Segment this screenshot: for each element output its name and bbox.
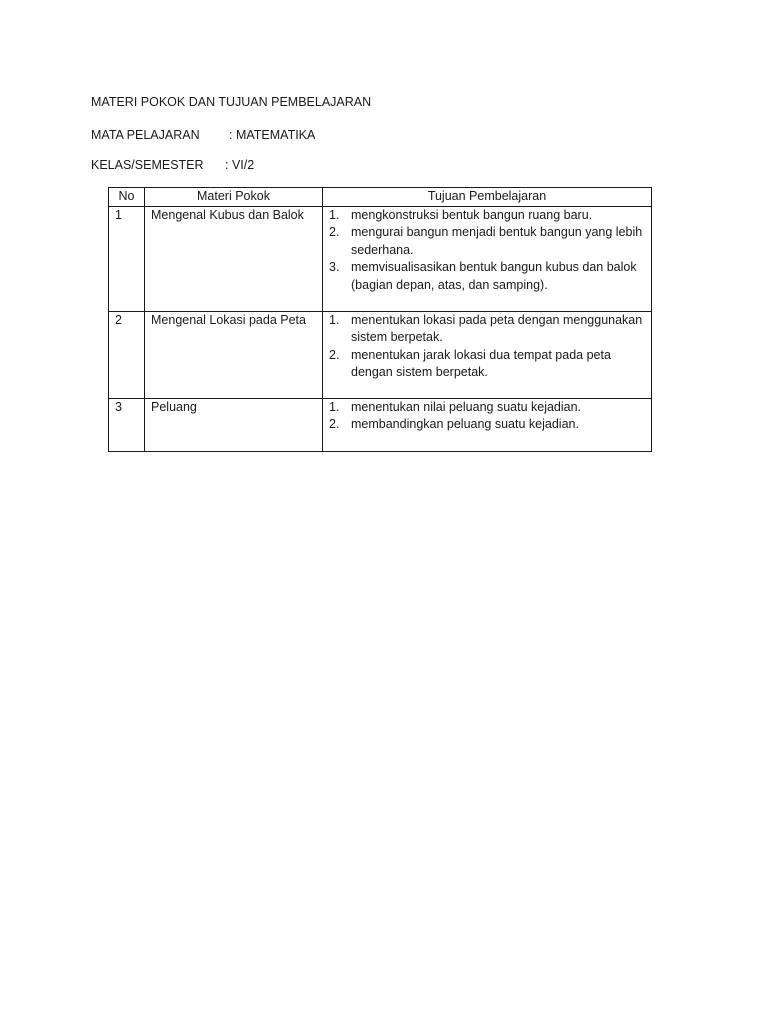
list-item [329,399,645,417]
objectives-cell [323,398,652,451]
class-semester-value: : VI/2 [225,158,255,172]
item-text: menentukan jarak lokasi dua tempat pada peta dengan sistem berpetak. [351,347,611,379]
item-number: 1. [329,399,340,414]
item-number: 2. [329,347,340,362]
objectives-list [329,207,645,295]
row-number: 1 [109,206,145,311]
item-text: menentukan nilai peluang suatu kejadian. [351,399,582,414]
item-text: mengurai bangun menjadi bentuk bangun yang lebih sederhana. [351,225,643,257]
table-row [109,311,652,398]
list-item [329,347,645,382]
class-semester-label: KELAS/SEMESTER [91,158,204,172]
list-item [329,416,645,434]
topic-cell: Mengenal Lokasi pada Peta [145,311,323,398]
header-objectives: Tujuan Pembelajaran [323,188,652,207]
objectives-list [329,399,645,434]
item-number: 1. [329,207,340,222]
subject-label: MATA PELAJARAN [91,128,200,142]
item-text: membandingkan peluang suatu kejadian. [351,417,579,431]
list-item [329,259,645,294]
class-semester-row [91,158,255,172]
item-number: 1. [329,312,340,327]
objectives-cell [323,206,652,311]
item-text: menentukan lokasi pada peta dengan menggunakan sistem berpetak. [351,312,643,344]
item-number: 3. [329,260,340,274]
item-text: mengkonstruksi bentuk bangun ruang baru. [351,207,593,222]
table-header-row [109,188,652,207]
subject-row [91,128,316,142]
learning-objectives-table [108,187,652,452]
subject-value: : MATEMATIKA [229,128,316,142]
table-row [109,206,652,311]
topic-cell: Peluang [145,398,323,451]
row-number: 2 [109,311,145,398]
item-text: memvisualisasikan bentuk bangun kubus dan balok (bagian depan, atas, dan samping). [351,260,637,292]
header-topic: Materi Pokok [145,188,323,207]
objectives-cell [323,311,652,398]
item-number: 2. [329,417,340,431]
objectives-list [329,312,645,382]
list-item [329,224,645,259]
row-number: 3 [109,398,145,451]
topic-cell: Mengenal Kubus dan Balok [145,206,323,311]
document-title: MATERI POKOK DAN TUJUAN PEMBELAJARAN [91,95,372,109]
header-no: No [109,188,145,207]
table-row [109,398,652,451]
list-item [329,207,645,225]
item-number: 2. [329,225,340,239]
list-item [329,312,645,347]
